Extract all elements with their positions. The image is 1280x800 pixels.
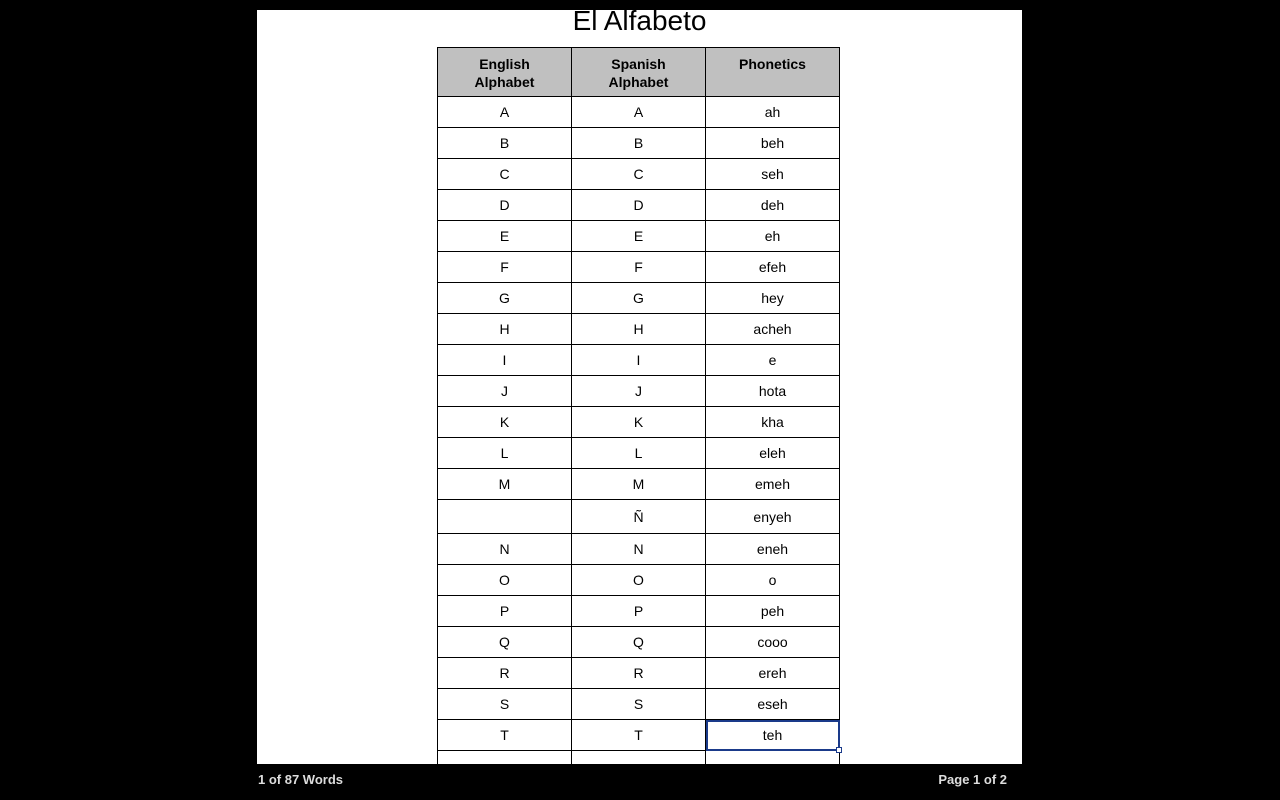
- spanish-letter-cell[interactable]: N: [572, 534, 706, 565]
- header-english-alphabet[interactable]: [438, 48, 572, 97]
- header-line: Alphabet: [474, 74, 535, 90]
- spanish-letter-cell[interactable]: P: [572, 596, 706, 627]
- table-row: [438, 534, 840, 565]
- selection-resize-handle[interactable]: [836, 747, 842, 753]
- english-letter-cell[interactable]: E: [438, 221, 572, 252]
- header-spanish-alphabet[interactable]: [572, 48, 706, 97]
- table-row: [438, 190, 840, 221]
- english-letter-cell[interactable]: Q: [438, 627, 572, 658]
- phonetics-cell[interactable]: eseh: [706, 689, 840, 720]
- phonetics-cell[interactable]: e: [706, 345, 840, 376]
- spanish-letter-cell[interactable]: I: [572, 345, 706, 376]
- phonetics-cell[interactable]: ereh: [706, 658, 840, 689]
- phonetics-cell[interactable]: eneh: [706, 534, 840, 565]
- english-letter-cell[interactable]: K: [438, 407, 572, 438]
- spanish-letter-cell[interactable]: T: [572, 720, 706, 751]
- spanish-letter-cell[interactable]: A: [572, 97, 706, 128]
- phonetics-cell[interactable]: kha: [706, 407, 840, 438]
- alphabet-table[interactable]: [437, 47, 840, 764]
- english-letter-cell[interactable]: J: [438, 376, 572, 407]
- phonetics-cell[interactable]: eleh: [706, 438, 840, 469]
- spanish-letter-cell[interactable]: O: [572, 565, 706, 596]
- english-letter-cell[interactable]: C: [438, 159, 572, 190]
- english-letter-cell[interactable]: O: [438, 565, 572, 596]
- spanish-letter-cell[interactable]: R: [572, 658, 706, 689]
- spanish-letter-cell[interactable]: L: [572, 438, 706, 469]
- spanish-letter-cell[interactable]: H: [572, 314, 706, 345]
- spanish-letter-cell[interactable]: B: [572, 128, 706, 159]
- status-bar: [257, 764, 1022, 800]
- english-letter-cell[interactable]: T: [438, 720, 572, 751]
- english-letter-cell[interactable]: R: [438, 658, 572, 689]
- phonetics-cell[interactable]: efeh: [706, 252, 840, 283]
- english-letter-cell[interactable]: D: [438, 190, 572, 221]
- phonetics-cell[interactable]: beh: [706, 128, 840, 159]
- table-row: [438, 97, 840, 128]
- spanish-letter-cell[interactable]: [572, 751, 706, 765]
- table-row: [438, 627, 840, 658]
- table-row: [438, 283, 840, 314]
- spanish-letter-cell[interactable]: M: [572, 469, 706, 500]
- table-row: [438, 128, 840, 159]
- document-page[interactable]: [257, 10, 1022, 764]
- word-count[interactable]: 1 of 87 Words: [258, 772, 344, 787]
- phonetics-cell[interactable]: seh: [706, 159, 840, 190]
- table-row: [438, 438, 840, 469]
- phonetics-cell[interactable]: enyeh: [706, 500, 840, 534]
- phonetics-cell[interactable]: o: [706, 565, 840, 596]
- english-letter-cell[interactable]: S: [438, 689, 572, 720]
- english-letter-cell[interactable]: L: [438, 438, 572, 469]
- table-row: [438, 500, 840, 534]
- english-letter-cell[interactable]: N: [438, 534, 572, 565]
- english-letter-cell[interactable]: G: [438, 283, 572, 314]
- document-title[interactable]: El Alfabeto: [572, 10, 707, 36]
- table-row: [438, 314, 840, 345]
- english-letter-cell[interactable]: [438, 751, 572, 765]
- phonetics-cell[interactable]: emeh: [706, 469, 840, 500]
- header-line: English: [479, 56, 530, 72]
- table-row: [438, 658, 840, 689]
- english-letter-cell[interactable]: B: [438, 128, 572, 159]
- spanish-letter-cell[interactable]: Q: [572, 627, 706, 658]
- table-row: [438, 407, 840, 438]
- english-letter-cell[interactable]: F: [438, 252, 572, 283]
- spanish-letter-cell[interactable]: S: [572, 689, 706, 720]
- english-letter-cell[interactable]: A: [438, 97, 572, 128]
- english-letter-cell[interactable]: H: [438, 314, 572, 345]
- phonetics-cell[interactable]: hota: [706, 376, 840, 407]
- table-row: [438, 376, 840, 407]
- spanish-letter-cell[interactable]: D: [572, 190, 706, 221]
- spanish-letter-cell[interactable]: J: [572, 376, 706, 407]
- english-letter-cell[interactable]: I: [438, 345, 572, 376]
- header-line: Alphabet: [608, 74, 669, 90]
- table-row: [438, 565, 840, 596]
- header-phonetics[interactable]: [706, 48, 840, 97]
- table-row: [438, 469, 840, 500]
- english-letter-cell[interactable]: P: [438, 596, 572, 627]
- phonetics-cell[interactable]: peh: [706, 596, 840, 627]
- table-header-row: [438, 48, 840, 97]
- table-body: [438, 97, 840, 765]
- table-row: [438, 751, 840, 765]
- table-row: [438, 252, 840, 283]
- spanish-letter-cell[interactable]: K: [572, 407, 706, 438]
- spanish-letter-cell[interactable]: E: [572, 221, 706, 252]
- english-letter-cell[interactable]: M: [438, 469, 572, 500]
- phonetics-cell[interactable]: hey: [706, 283, 840, 314]
- phonetics-cell[interactable]: [706, 751, 840, 765]
- table-row: [438, 720, 840, 751]
- header-line: Phonetics: [739, 56, 806, 72]
- spanish-letter-cell[interactable]: C: [572, 159, 706, 190]
- table-row: [438, 159, 840, 190]
- page-indicator[interactable]: Page 1 of 2: [938, 772, 1007, 787]
- phonetics-cell[interactable]: deh: [706, 190, 840, 221]
- phonetics-cell[interactable]: ah: [706, 97, 840, 128]
- spanish-letter-cell[interactable]: G: [572, 283, 706, 314]
- table-row: [438, 689, 840, 720]
- table-row: [438, 221, 840, 252]
- phonetics-cell[interactable]: acheh: [706, 314, 840, 345]
- header-line: Spanish: [611, 56, 666, 72]
- phonetics-cell-selected[interactable]: teh: [706, 720, 840, 751]
- english-letter-cell[interactable]: [438, 500, 572, 534]
- spanish-letter-cell[interactable]: F: [572, 252, 706, 283]
- phonetics-cell[interactable]: eh: [706, 221, 840, 252]
- table-row: [438, 345, 840, 376]
- phonetics-cell[interactable]: cooo: [706, 627, 840, 658]
- table-row: [438, 596, 840, 627]
- spanish-letter-cell[interactable]: Ñ: [572, 500, 706, 534]
